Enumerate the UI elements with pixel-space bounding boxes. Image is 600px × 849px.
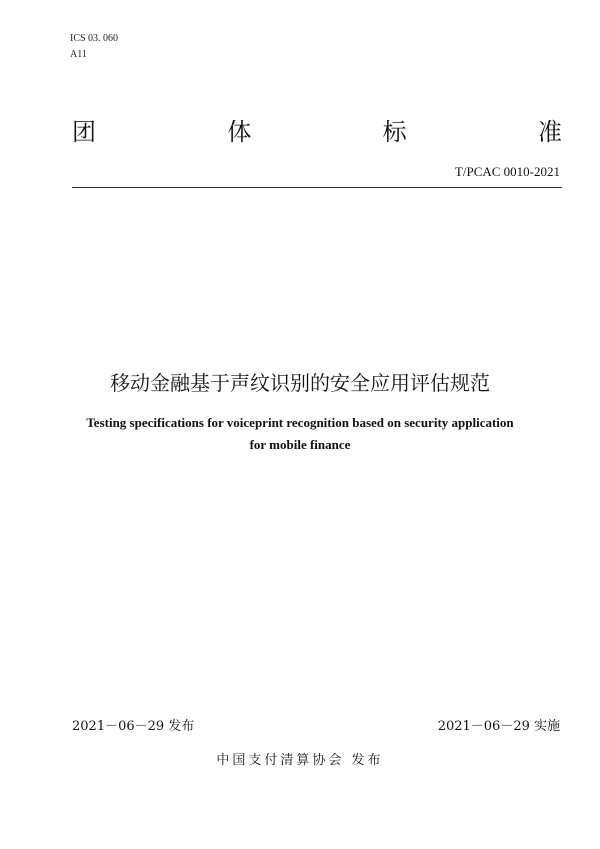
standard-type-char-4: 准 xyxy=(537,118,562,146)
title-chinese: 移动金融基于声纹识别的安全应用评估规范 xyxy=(110,371,490,395)
classification-code: A11 xyxy=(70,49,87,60)
title-english-line-2: for mobile finance xyxy=(249,437,351,452)
implementation-date: 2021－06－29 实施 xyxy=(437,719,560,734)
standard-type-char-2: 体 xyxy=(227,118,252,146)
title-english-line-1: Testing specifications for voiceprint recognition based on security application xyxy=(86,415,514,430)
issuer: 中国支付清算协会 发布 xyxy=(216,753,384,768)
standard-type-char-3: 标 xyxy=(382,118,407,146)
standard-number: T/PCAC 0010-2021 xyxy=(454,164,560,179)
header-divider xyxy=(72,187,562,188)
ics-code: ICS 03. 060 xyxy=(70,33,119,44)
publication-date: 2021－06－29 发布 xyxy=(72,719,195,734)
standard-type-char-1: 团 xyxy=(72,118,96,146)
standard-type-heading xyxy=(72,118,562,146)
